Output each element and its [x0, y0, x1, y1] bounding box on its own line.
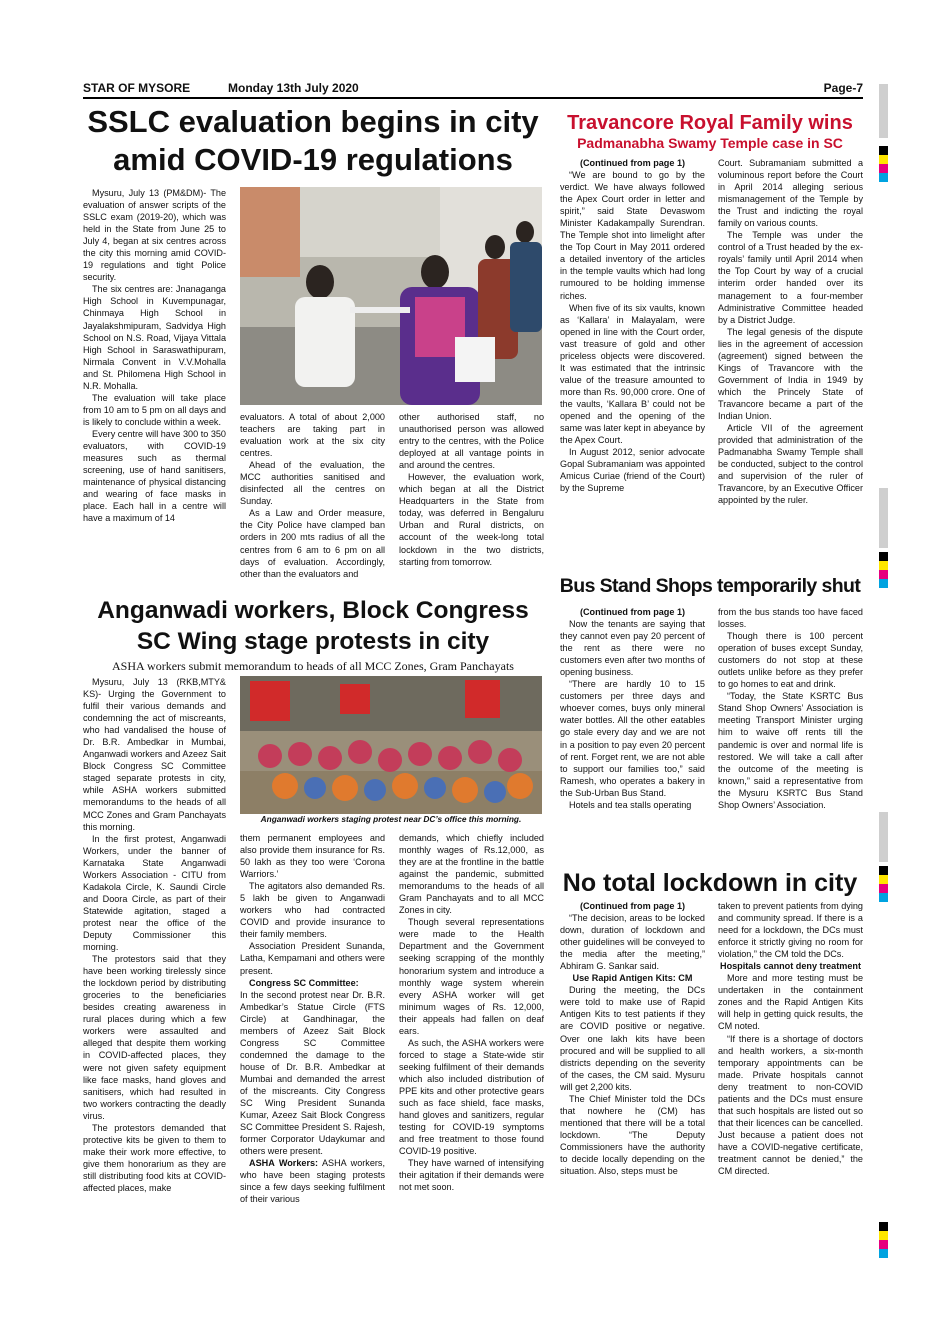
para: The protestors demanded that protective kits be given to them to make their work more effective, to give them honorarium as they are still distributing food kits at COVID-affected places, make: [83, 1122, 226, 1193]
para: Now the tenants are saying that they cannot even pay 20 percent of the rent as there were no customers even after two months of opening business.: [560, 619, 705, 678]
para: Ahead of the evaluation, the MCC authorities sanitised and disinfected all the centres on Sunday.: [240, 460, 385, 507]
anganwadi-col2: [240, 832, 385, 1268]
para: More and more testing must be undertaken in the containment zones and the Rapid Antigen Kits will help in getting quick results, the CM noted.: [718, 973, 863, 1032]
color-registration-mark: [879, 866, 888, 902]
para: “The decision, areas to be locked down, duration of lockdown and other guidelines will be conveyed to the media after the meeting,” Abhiram G. Sankar said.: [560, 913, 705, 972]
para: The protestors said that they have been working tirelessly since the lockdown period by distributing groceries to the beneficiaries besides creating awareness in rural places during which a few workers were assaulted and alleged that despite them working in COVID-affected places, they were not given safety equipment like face masks, hand gloves and sanitisers, which had resulted in two workers contracting the deadly virus.: [83, 954, 226, 1121]
anganwadi-photo-caption: Anganwadi workers staging protest near DC’s office this morning.: [240, 814, 542, 825]
continued-label: (Continued from page 1): [579, 158, 686, 168]
travancore-col2: [718, 157, 863, 562]
sslc-photo: [240, 187, 542, 405]
anganwadi-col1: [83, 676, 226, 1268]
screening-photo-icon: [240, 187, 542, 405]
gray-margin-bar: [879, 84, 888, 138]
continued-label: (Continued from page 1): [579, 607, 686, 617]
para: They have warned of intensifying their agitation if their demands were not met soon.: [399, 1158, 544, 1193]
subhead-asha-label: ASHA Workers:: [249, 1158, 319, 1169]
lockdown-col2: [718, 900, 863, 1268]
para: In the second protest near Dr. B.R. Ambedkar’s Statue Circle (FTS Circle) at Gandhinagar, the members of Azeez Sait Block Congress SC Committee condemned the damage to the house of Dr. B.R. Ambedkar at Mumbai and demanded the arrest of the miscreants. City Congress SC Wing President Sunanda Kumar, Azeez Sait Block Congress SC Committee President S. Rajesh, former Corporator Udaykumar and others were present.: [240, 989, 385, 1157]
para: The six centres are: Jnanaganga High School in Kuvempunagar, Chinmaya High School in Jayalakshmipuram, Sadvidya High School on N.S. Road, Vijaya Vittala High School in Saraswathipuram, Nirmala Convent in V.V.Mohalla and St. Philomena High School in N.R. Mohalla.: [83, 284, 226, 391]
para: Every centre will have 300 to 350 evaluators, with COVID-19 measures such as thermal screening, use of hand sanitisers, maintenance of physical distancing and wearing of face masks in place. Each hall in a centre will have a maximum of 14: [83, 428, 226, 524]
anganwadi-subhead: ASHA workers submit memorandum to heads of all MCC Zones, Gram Panchayats: [112, 659, 514, 673]
subhead-congress-label: Congress SC Committee:: [249, 977, 359, 988]
para: Mysuru, July 13 (PM&DM)- The evaluation of answer scripts of the SSLC exam (2019-20), which was held in the State from June 25 to July 4, began at six centres across the city this morning amid COVID-19 regulations and tight Police security.: [83, 188, 226, 283]
travancore-headline: Travancore Royal Family wins: [567, 112, 853, 134]
continued-label: (Continued from page 1): [579, 901, 686, 911]
anganwadi-headline: Anganwadi workers, Block Congress SC Wing stage protests in city: [97, 597, 529, 655]
color-registration-mark: [879, 552, 888, 588]
para: Mysuru, July 13 (RKB,MTY& KS)- Urging the Government to fulfil their various demands and condemning the act of miscreants, who had vandalised the house of Dr. B.R. Ambedkar in Mumbai, Anganwadi workers and Azeez Sait Block Congress SC Committee staged separate protests in city, while ASHA workers submitted memorandums to the heads of all MCC Zones and Gram Panchayats this morning.: [83, 677, 226, 832]
para: ASHA workers, who have been staging protests since a few days seeking fulfilment of their various: [240, 1158, 385, 1205]
lockdown-col1: [560, 900, 705, 1268]
para: When five of its six vaults, known as ‘Kallara’ in Malayalam, were opened in line with the Court order, vast treasure of gold and other priceless objects were discovered. It was estimated that the intrinsic value of the treasure amounted to more than Rs. 90,000 crore. One of the vaults, ‘Kallara B’ could not be opened and the opening of the same was later kept in abeyance by the Apex Court.: [560, 302, 705, 446]
para: The legal genesis of the dispute lies in the agreement of accession (agreement) signed between the Kings of Travancore with the Government of India in 1949 by which the Princely State of Travancore became a part of the Indian Union.: [718, 326, 863, 421]
para: them permanent employees and also provide them insurance for Rs. 50 lakh as they too were ‘Corona Warriors.’: [240, 833, 385, 880]
busstand-col1: [560, 606, 705, 861]
para: Association President Sunanda, Latha, Kempamani and others were present.: [240, 941, 385, 976]
page-number: Page-7: [823, 81, 863, 95]
para: In the first protest, Anganwadi Workers, under the banner of Karnataka State Anganwadi Workers Association - CITU from Kadakola Circle, K. Saundi Circle and Doora Circle, as part of their Statewide agitation, staged a protest near the office of the Deputy Commissioner this morning.: [83, 833, 226, 953]
para: “We are bound to go by the verdict. We have always followed the Apex Court order in letter and spirit,” said State Devaswom Minister Kadakampally Surendran. The Temple shot into limelight after the Top Court in May 2011 ordered a detailed inventory of the articles in the temple vaults which had long rumoured to be holding immense riches.: [560, 170, 705, 301]
paper-name: STAR OF MYSORE: [83, 81, 191, 95]
para-asha: [240, 1157, 385, 1205]
para: Though several representations were made to the Health Department and the Government seeking scrapping of the monthly honorarium system and introduce a monthly wage system wherein every ASHA worker will get minimum wages of Rs. 12,000, their appeals had fallen on deaf ears.: [399, 917, 544, 1036]
para: Though there is 100 percent operation of buses except Sunday, customers do not stop at these outlets unlike before as they prefer to go homes to eat and drink.: [718, 631, 863, 690]
para: from the bus stands too have faced losses.: [718, 607, 863, 630]
para: Court. Subramaniam submitted a voluminous report before the Court in April 2014 alleging serious mismanagement of the Temple by the Trust and indicting the royal family on various counts.: [718, 158, 863, 229]
para: As a Law and Order measure, the City Police have clamped ban orders in 200 mts radius of all the centres from 6 am to 6 pm on all days of evaluation. Accordingly, other than the evaluators and: [240, 508, 385, 579]
para: Hotels and tea stalls operating: [569, 799, 692, 810]
para: taken to prevent patients from dying and community spread. If there is a need for a lockdown, the DCs must enforce it strictly giving no room for violation,” the CM told the DCs.: [718, 901, 863, 960]
color-registration-mark: [879, 146, 888, 182]
para: In August 2012, senior advocate Gopal Subramaniam was appointed Amicus Curiae (friend of the Court) by the Supreme: [560, 447, 705, 494]
sslc-col3: [399, 411, 544, 591]
anganwadi-col3: [399, 832, 544, 1268]
travancore-subhead: Padmanabha Swamy Temple case in SC: [577, 135, 843, 151]
para: During the meeting, the DCs were told to make use of Rapid Antigen Kits to test patients if they are COVID positive or negative. Over one lakh kits have been procured and will be supplied to all districts depending on the severity of the cases, the CM said. Mysuru will get 2,200 kits.: [560, 985, 705, 1092]
subhead-rapid-kits: Use Rapid Antigen Kits: CM: [572, 973, 693, 984]
color-registration-mark: [879, 1222, 888, 1258]
issue-date: Monday 13th July 2020: [228, 81, 359, 95]
sslc-col2: [240, 411, 385, 591]
para: demands, which chiefly included monthly wages of Rs.12,000, as they are at the frontline in the battle against the pandemic, submitted memorandums to the heads of all Gram Panchayats and to all MCC Zones in city.: [399, 833, 544, 916]
sslc-col1: [83, 187, 226, 587]
para: The Chief Minister told the DCs that nowhere he (CM) has mentioned that there will be a total lockdown. “The Deputy Commissioners have the authority to decide locally depending on the situation. Also, steps must be: [560, 1093, 705, 1177]
para: Article VII of the agreement provided that administration of the Padmanabha Swamy Temple shall be conducted, subject to the control and supervision of the ruler of Travancore, by an Executive Officer appointed by the ruler.: [718, 423, 863, 506]
para: The evaluation will take place from 10 am to 5 pm on all days and is likely to conclude within a week.: [83, 392, 226, 427]
travancore-col1: [560, 157, 705, 562]
page-header: [83, 81, 863, 97]
para: The agitators also demanded Rs. 5 lakh be given to Anganwadi workers who had contracted COVID and provide insurance to their family members.: [240, 881, 385, 940]
para: However, the evaluation work, which began at all the District Headquarters in the State from today, was deferred in Bengaluru Urban and Rural districts, on account of the week-long total lockdown in the two districts, starting from tomorrow.: [399, 472, 544, 567]
gray-margin-bar: [879, 488, 888, 548]
lockdown-headline: No total lockdown in city: [562, 869, 858, 897]
sslc-headline: SSLC evaluation begins in city amid COVID-19 regulations: [87, 104, 539, 177]
para: The Temple was under the control of a Trust headed by the ex-royals’ family until April 2014 when the Top Court by way of a crucial interim order handed over its management to a four-member Administrative Committee headed by a District Judge.: [718, 230, 863, 325]
protest-photo-icon: [240, 676, 542, 821]
header-rule: [83, 97, 863, 99]
para: evaluators. A total of about 2,000 teachers are taking part in evaluation work at the six city centres.: [240, 412, 385, 459]
subhead-hospitals: Hospitals cannot deny treatment: [720, 961, 861, 972]
busstand-col2: [718, 606, 863, 861]
gray-margin-bar: [879, 812, 888, 862]
busstand-headline: Bus Stand Shops temporarily shut: [559, 575, 861, 597]
subhead-congress: [240, 977, 385, 989]
para: “Today, the State KSRTC Bus Stand Shop Owners’ Association is meeting Transport Minister urging him to waive off rents till the pandemic is over and normal life is restored. We will take a call after the outcome of the meeting is known,” said a representative from the Mysuru KSRTC Bus Stand Shop Owners’ Association.: [718, 691, 863, 810]
para: “If there is a shortage of doctors and health workers, a six-month temporary appointments can be made. Private hospitals cannot deny treatment to non-COVID patients and the DCs must ensure that such hospitals are listed out so that their licences can be cancelled. Just because a patient does not have a COVID-negative certificate, treatment cannot be denied,” the CM directed.: [718, 1033, 863, 1177]
para: As such, the ASHA workers were forced to stage a State-wide stir seeking fulfilment of their demands which also included distribution of PPE kits and other protective gears such as face shield, face masks, hand gloves and sanitizers, regular testing for COVID-19 symptoms and free treatment to those found COVID-19 positive.: [399, 1037, 544, 1157]
para: other authorised staff, no unauthorised person was allowed entry to the centres, with the Police deployed at all vantage points in and around the centres.: [399, 412, 544, 471]
para: “There are hardly 10 to 15 customers per three days and whoever comes, buys only mineral water bottles. All the other eatables go stale every day and we are not in a position to pay even 20 percent of rent. Forget rent, we are not able to support our families too,” said Ramesh, who operates a bakery in the Sub-Urban Bus Stand.: [560, 679, 705, 798]
anganwadi-photo: [240, 676, 542, 821]
